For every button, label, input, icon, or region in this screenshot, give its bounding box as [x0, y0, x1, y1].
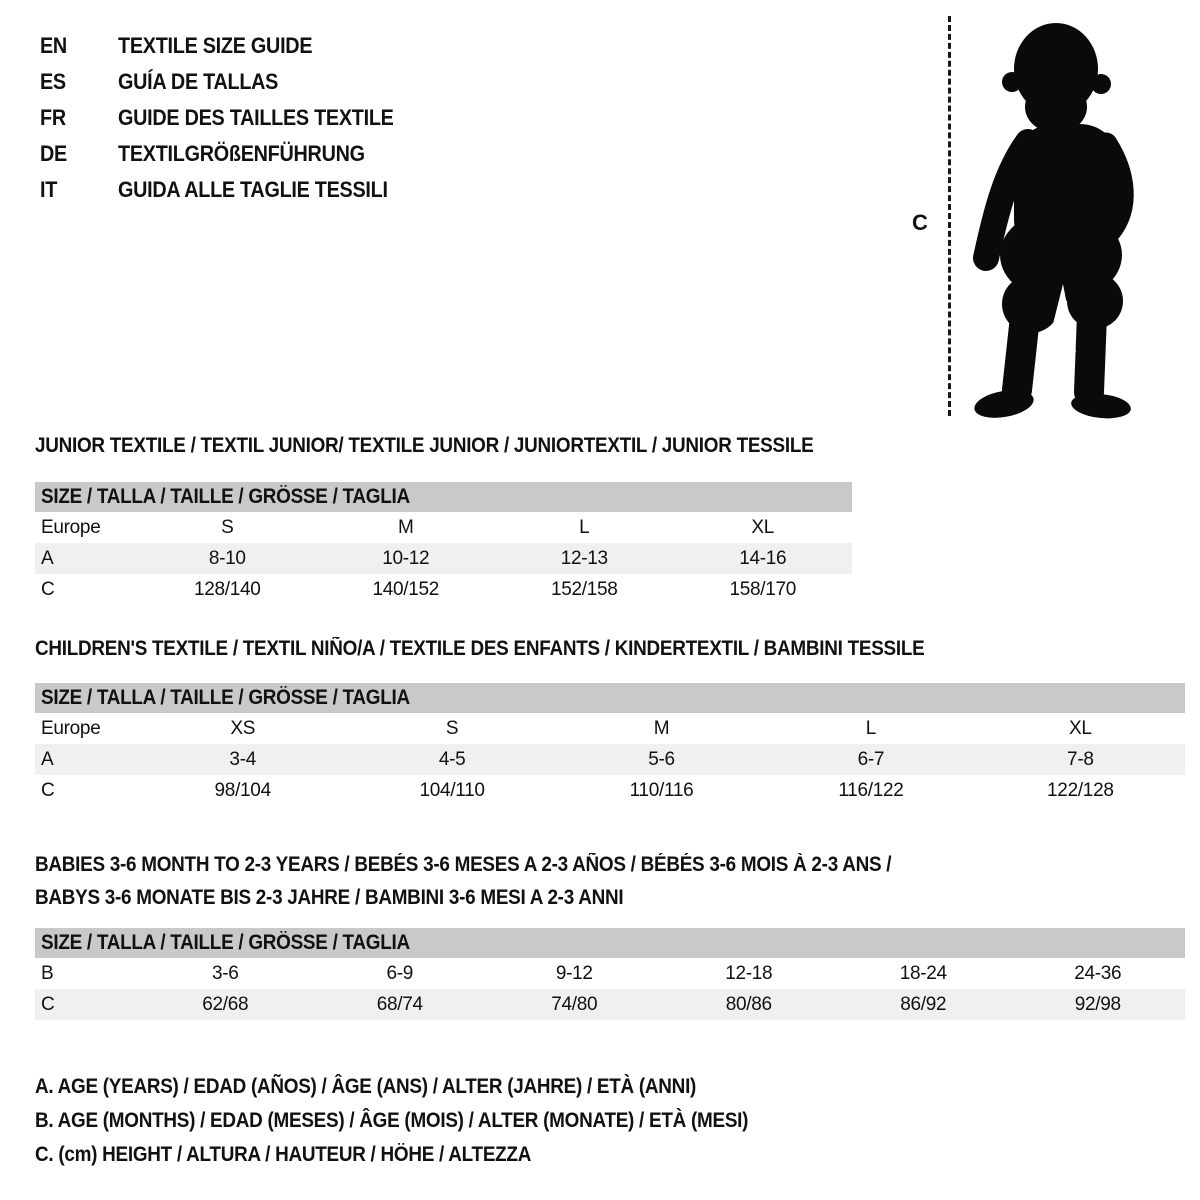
- legend-line: [35, 1138, 827, 1172]
- size-cell: 152/158: [550, 578, 618, 600]
- legend-text: C. (cm) HEIGHT / ALTURA / HAUTEUR / HÖHE / ALTEZZA: [35, 1143, 532, 1166]
- row-label: C: [41, 779, 55, 801]
- row-label: A: [41, 748, 54, 770]
- section-title: [35, 637, 1185, 661]
- language-row: [40, 172, 424, 208]
- size-cell: 86/92: [900, 993, 947, 1015]
- size-cell: M: [653, 717, 670, 739]
- row-label: B: [41, 962, 54, 984]
- section-title-text: JUNIOR TEXTILE / TEXTIL JUNIOR/ TEXTILE JUNIOR / JUNIORTEXTIL / JUNIOR TESSILE: [35, 434, 814, 457]
- table-row: [35, 574, 852, 605]
- table-row: [35, 958, 1185, 989]
- size-section: [35, 848, 1185, 1020]
- size-cell: 140/152: [372, 578, 440, 600]
- size-cell: 6-9: [386, 962, 414, 984]
- table-row: [35, 713, 1185, 744]
- size-cell: 7-8: [1067, 748, 1094, 770]
- table-row: [35, 543, 852, 574]
- table-row: [35, 989, 1185, 1020]
- section-title-line: [35, 637, 1185, 661]
- size-cell: 74/80: [551, 993, 598, 1015]
- size-section: [35, 434, 900, 605]
- language-row: [40, 28, 424, 64]
- language-code: DE: [40, 141, 67, 166]
- size-header-label: SIZE / TALLA / TAILLE / GRÖSSE / TAGLIA: [41, 931, 410, 954]
- language-label: GUÍA DE TALLAS: [118, 69, 279, 94]
- size-header-bar: [35, 683, 1185, 713]
- size-cell: M: [397, 516, 414, 538]
- table-row: [35, 744, 1185, 775]
- height-measure-line: [948, 16, 951, 416]
- size-table: [35, 928, 1185, 1020]
- section-title-text: BABIES 3-6 MONTH TO 2-3 YEARS / BEBÉS 3-6 MESES A 2-3 AÑOS / BÉBÉS 3-6 MOIS À 2-3 ANS /: [35, 853, 892, 876]
- size-cell: 8-10: [208, 547, 246, 569]
- height-measure-label: C: [912, 210, 928, 235]
- size-cell: 10-12: [382, 547, 430, 569]
- size-cell: S: [221, 516, 234, 538]
- language-label: TEXTILE SIZE GUIDE: [118, 33, 313, 58]
- language-code: FR: [40, 105, 66, 130]
- size-cell: 14-16: [739, 547, 787, 569]
- size-cell: 122/128: [1047, 779, 1114, 801]
- language-label: GUIDE DES TAILLES TEXTILE: [118, 105, 394, 130]
- size-cell: XS: [230, 717, 256, 739]
- size-cell: 116/122: [838, 779, 904, 801]
- size-header-bar: [35, 482, 852, 512]
- legend-line: [35, 1070, 827, 1104]
- legend-text: B. AGE (MONTHS) / EDAD (MESES) / ÂGE (MOIS) / ALTER (MONATE) / ETÀ (MESI): [35, 1109, 749, 1132]
- size-cell: XL: [1069, 717, 1092, 739]
- size-cell: L: [579, 516, 590, 538]
- row-label: C: [41, 993, 55, 1015]
- size-cell: 80/86: [725, 993, 772, 1015]
- section-title-line: [35, 881, 1185, 914]
- section-title-text: BABYS 3-6 MONATE BIS 2-3 JAHRE / BAMBINI 3-6 MESI A 2-3 ANNI: [35, 886, 624, 909]
- size-cell: 4-5: [438, 748, 466, 770]
- size-cell: 128/140: [193, 578, 261, 600]
- section-title-text: CHILDREN'S TEXTILE / TEXTIL NIÑO/A / TEXTILE DES ENFANTS / KINDERTEXTIL / BAMBINI TESSILE: [35, 637, 925, 660]
- size-cell: L: [865, 717, 877, 739]
- section-title-line: [35, 848, 1185, 881]
- legend-text: A. AGE (YEARS) / EDAD (AÑOS) / ÂGE (ANS) / ALTER (JAHRE) / ETÀ (ANNI): [35, 1075, 697, 1098]
- language-row: [40, 100, 424, 136]
- language-code: ES: [40, 69, 66, 94]
- size-cell: 3-6: [211, 962, 239, 984]
- size-cell: 110/116: [629, 779, 694, 801]
- size-cell: 3-4: [229, 748, 256, 770]
- size-cell: 18-24: [899, 962, 947, 984]
- row-label: A: [41, 547, 54, 569]
- section-title: [35, 434, 900, 458]
- size-table: [35, 482, 852, 605]
- table-row: [35, 512, 852, 543]
- legend-line: [35, 1104, 827, 1138]
- size-cell: XL: [751, 516, 775, 538]
- language-code: IT: [40, 177, 58, 202]
- toddler-silhouette-icon: [968, 12, 1143, 420]
- size-cell: 104/110: [419, 779, 485, 801]
- size-cell: 12-13: [560, 547, 608, 569]
- size-cell: 92/98: [1074, 993, 1121, 1015]
- size-header-label: SIZE / TALLA / TAILLE / GRÖSSE / TAGLIA: [41, 485, 410, 508]
- size-header-bar: [35, 928, 1185, 958]
- size-cell: 12-18: [725, 962, 773, 984]
- size-cell: 98/104: [214, 779, 271, 801]
- language-row: [40, 64, 424, 100]
- size-cell: 5-6: [648, 748, 675, 770]
- language-row: [40, 136, 424, 172]
- language-code: EN: [40, 33, 67, 58]
- size-cell: 9-12: [555, 962, 593, 984]
- size-header-label: SIZE / TALLA / TAILLE / GRÖSSE / TAGLIA: [41, 686, 410, 709]
- size-cell: 24-36: [1074, 962, 1122, 984]
- language-label: TEXTILGRÖßENFÜHRUNG: [118, 141, 365, 166]
- row-label: Europe: [41, 717, 101, 739]
- size-cell: 158/170: [729, 578, 797, 600]
- size-cell: 68/74: [376, 993, 423, 1015]
- size-cell: 62/68: [202, 993, 249, 1015]
- language-list: [40, 28, 424, 208]
- language-label: GUIDA ALLE TAGLIE TESSILI: [118, 177, 388, 202]
- section-title: [35, 848, 1185, 914]
- size-section: [35, 637, 1185, 806]
- table-row: [35, 775, 1185, 806]
- measurement-legend: [35, 1070, 827, 1172]
- section-title-line: [35, 434, 900, 458]
- row-label: Europe: [41, 516, 101, 538]
- size-cell: S: [445, 717, 459, 739]
- row-label: C: [41, 578, 55, 600]
- size-cell: 6-7: [857, 748, 885, 770]
- size-table: [35, 683, 1185, 806]
